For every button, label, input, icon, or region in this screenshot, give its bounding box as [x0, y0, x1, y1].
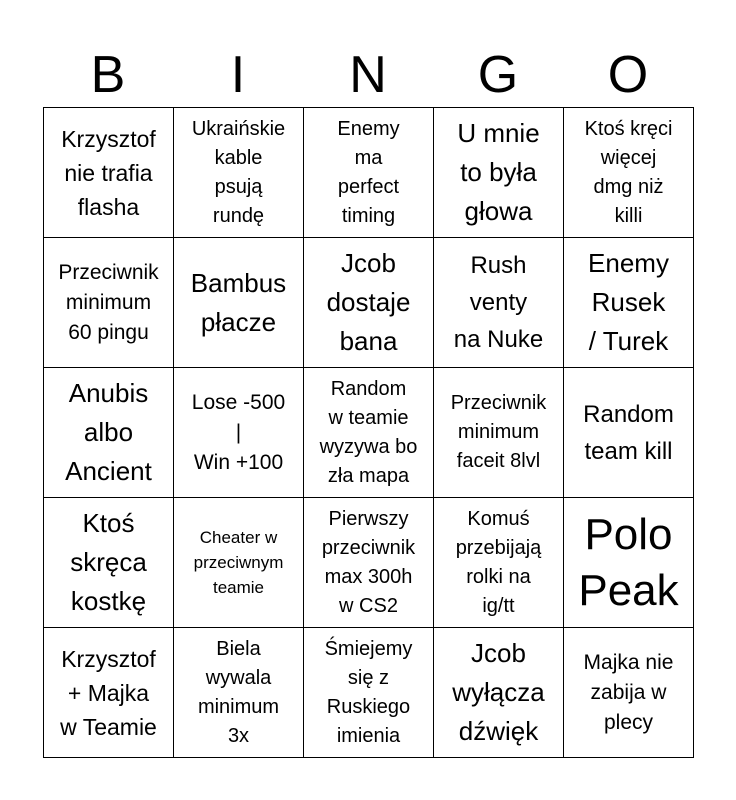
- bingo-cell[interactable]: Ktoś kręci więcej dmg niż killi: [564, 108, 694, 238]
- bingo-cell[interactable]: Lose -500 | Win +100: [174, 368, 304, 498]
- bingo-cell[interactable]: Rush venty na Nuke: [434, 238, 564, 368]
- bingo-cell[interactable]: Przeciwnik minimum faceit 8lvl: [434, 368, 564, 498]
- header-letter-g: G: [477, 46, 519, 104]
- header-letter-i: I: [230, 46, 246, 104]
- bingo-cell[interactable]: Jcob wyłącza dźwięk: [434, 628, 564, 758]
- bingo-cell[interactable]: Komuś przebijają rolki na ig/tt: [434, 498, 564, 628]
- bingo-cell[interactable]: Enemy ma perfect timing: [304, 108, 434, 238]
- bingo-cell[interactable]: Pierwszy przeciwnik max 300h w CS2: [304, 498, 434, 628]
- header-letter-n: N: [349, 46, 387, 104]
- bingo-cell[interactable]: Cheater w przeciwnym teamie: [174, 498, 304, 628]
- bingo-cell[interactable]: Ktoś skręca kostkę: [44, 498, 174, 628]
- bingo-cell[interactable]: Random w teamie wyzywa bo zła mapa: [304, 368, 434, 498]
- bingo-cell[interactable]: Anubis albo Ancient: [44, 368, 174, 498]
- bingo-cell[interactable]: Random team kill: [564, 368, 694, 498]
- bingo-cell[interactable]: Śmiejemy się z Ruskiego imienia: [304, 628, 434, 758]
- bingo-cell[interactable]: Bambus płacze: [174, 238, 304, 368]
- bingo-cell[interactable]: Enemy Rusek / Turek: [564, 238, 694, 368]
- bingo-cell[interactable]: U mnie to była głowa: [434, 108, 564, 238]
- bingo-cell[interactable]: Polo Peak: [564, 498, 694, 628]
- header-letter-o: O: [607, 46, 649, 104]
- bingo-cell[interactable]: Przeciwnik minimum 60 pingu: [44, 238, 174, 368]
- bingo-cell[interactable]: Biela wywala minimum 3x: [174, 628, 304, 758]
- bingo-cell[interactable]: Jcob dostaje bana: [304, 238, 434, 368]
- bingo-cell[interactable]: Krzysztof + Majka w Teamie: [44, 628, 174, 758]
- bingo-cell[interactable]: Krzysztof nie trafia flasha: [44, 108, 174, 238]
- bingo-header: [43, 42, 693, 108]
- bingo-cell[interactable]: Majka nie zabija w plecy: [564, 628, 694, 758]
- bingo-cell[interactable]: Ukraińskie kable psują rundę: [174, 108, 304, 238]
- header-letter-b: B: [90, 46, 126, 104]
- bingo-grid: [43, 107, 694, 758]
